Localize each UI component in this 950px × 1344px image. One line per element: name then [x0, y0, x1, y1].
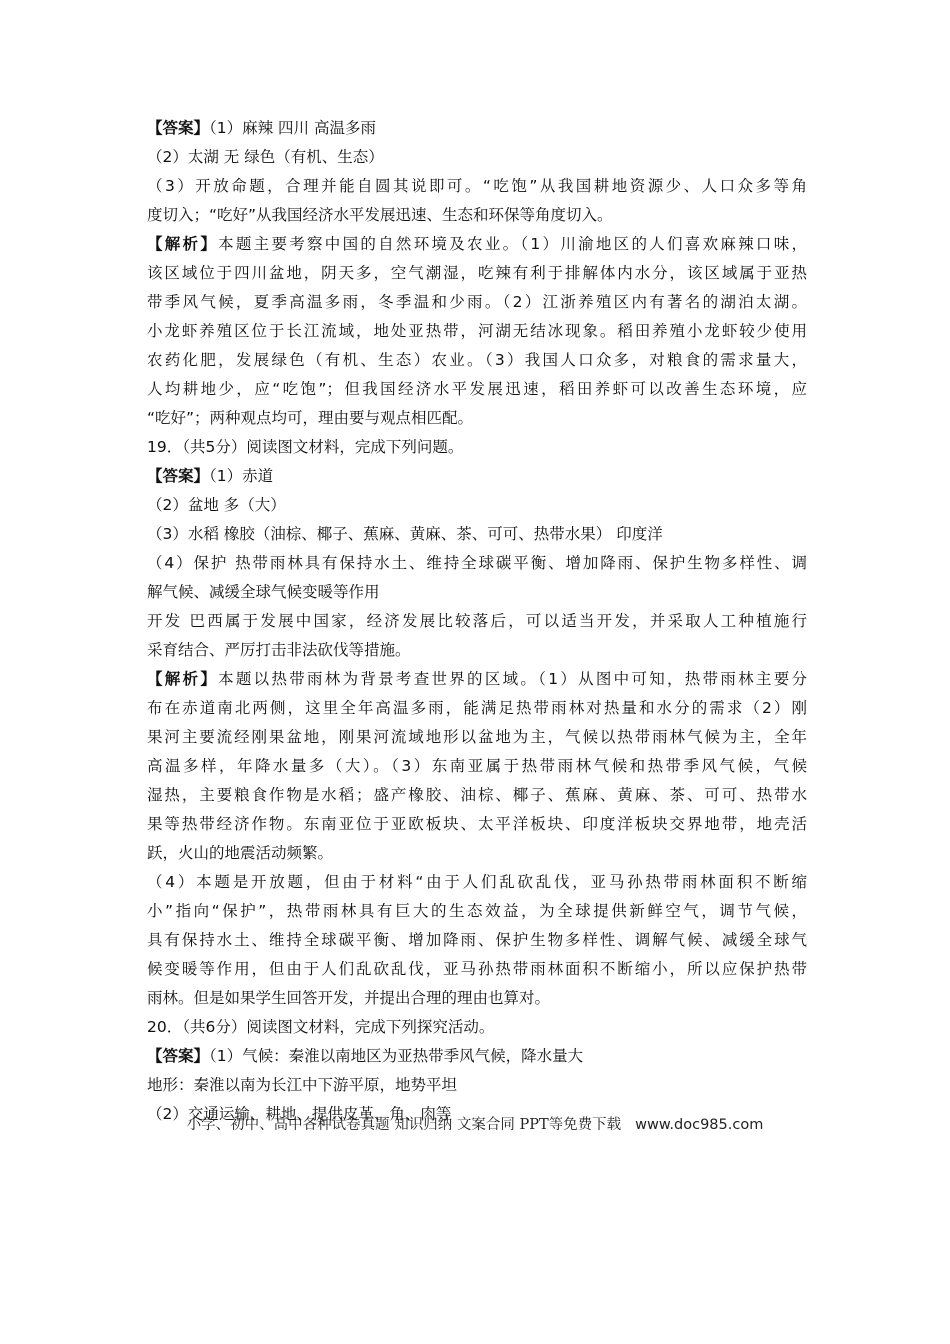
line-text: 带季风气候，夏季高温多雨，冬季温和少雨。（2）江浙养殖区内有著名的湖泊太湖。	[147, 293, 807, 311]
text-line	[147, 172, 807, 201]
text-line	[147, 346, 807, 375]
line-text: 候变暖等作用，但由于人们乱砍乱伐，亚马孙热带雨林面积不断缩小，所以应保护热带	[147, 960, 807, 978]
line-text: 小”指向“保护”，热带雨林具有巨大的生态效益，为全球提供新鲜空气，调节气候，	[147, 902, 807, 920]
text-line	[147, 491, 807, 520]
text-line	[147, 578, 807, 607]
line-text: （1）赤道	[209, 467, 274, 485]
line-text: 本题以热带雨林为背景考查世界的区域。（1）从图中可知，热带雨林主要分	[218, 670, 807, 688]
text-line	[147, 1042, 807, 1071]
line-text: 该区域位于四川盆地，阴天多，空气潮湿，吃辣有利于排解体内水分，该区域属于亚热	[147, 264, 807, 282]
text-line	[147, 1013, 807, 1042]
section-label: 【答案】	[147, 1047, 210, 1065]
text-line	[147, 984, 807, 1013]
line-text: （4）本题是开放题，但由于材料“由于人们乱砍乱伐，亚马孙热带雨林面积不断缩	[147, 873, 807, 891]
section-label: 【答案】	[147, 467, 210, 485]
text-line	[147, 810, 807, 839]
line-text: （4）保护 热带雨林具有保持水土、维持全球碳平衡、增加降雨、保护生物多样性、调	[147, 554, 807, 572]
line-text: 小龙虾养殖区位于长江流域，地处亚热带，河湖无结冰现象。稻田养殖小龙虾较少使用	[147, 322, 807, 340]
text-line	[147, 462, 807, 491]
line-text: （2）交通运输、耕地、提供皮革、角、肉等	[147, 1105, 452, 1123]
line-text: （2）盆地 多（大）	[147, 496, 286, 514]
text-line	[147, 114, 807, 143]
text-line	[147, 230, 807, 259]
section-label: 【答案】	[147, 119, 210, 137]
line-text: “吃好”；两种观点均可，理由要与观点相匹配。	[147, 409, 474, 427]
text-line	[147, 781, 807, 810]
text-line	[147, 752, 807, 781]
line-text: 地形：秦淮以南为长江中下游平原，地势平坦	[147, 1076, 458, 1094]
page-footer	[0, 1113, 950, 1134]
text-line	[147, 317, 807, 346]
line-text: （1）麻辣 四川 高温多雨	[209, 119, 376, 137]
text-line	[147, 433, 807, 462]
line-text: 20．（共6分）阅读图文材料，完成下列探究活动。	[147, 1018, 495, 1036]
text-line	[147, 665, 807, 694]
text-line	[147, 839, 807, 868]
text-line	[147, 868, 807, 897]
line-text: （2）太湖 无 绿色（有机、生态）	[147, 148, 384, 166]
line-text: 度切入；“吃好”从我国经济水平发展迅速、生态和环保等角度切入。	[147, 206, 613, 224]
line-text: 高温多样，年降水量多（大）。（3）东南亚属于热带雨林气候和热带季风气候，气候	[147, 757, 807, 775]
section-label: 【解析】	[147, 235, 219, 253]
text-line	[147, 404, 807, 433]
text-line	[147, 201, 807, 230]
text-line	[147, 1071, 807, 1100]
footer-url: www.doc985.com	[635, 1117, 764, 1133]
line-text: 开发 巴西属于发展中国家，经济发展比较落后，可以适当开发，并采取人工种植施行	[147, 612, 807, 630]
line-text: 果河主要流经刚果盆地，刚果河流域地形以盆地为主，气候以热带雨林气候为主，全年	[147, 728, 807, 746]
line-text: 跃，火山的地震活动频繁。	[147, 844, 334, 862]
line-text: 布在赤道南北两侧，这里全年高温多雨，能满足热带雨林对热量和水分的需求（2）刚	[147, 699, 807, 717]
text-line	[147, 897, 807, 926]
footer-text: 小学、初中、高中各种试卷真题 知识归纳 文案合同 PPT等免费下载	[186, 1117, 622, 1133]
line-text: 采育结合、严厉打击非法砍伐等措施。	[147, 641, 411, 659]
text-line	[147, 694, 807, 723]
text-line	[147, 723, 807, 752]
line-text: 解气候、减缓全球气候变暖等作用	[147, 583, 380, 601]
line-text: 农药化肥，发展绿色（有机、生态）农业。（3）我国人口众多，对粮食的需求量大，	[147, 351, 807, 369]
text-line	[147, 607, 807, 636]
document-body	[147, 114, 807, 1129]
text-line	[147, 259, 807, 288]
line-text: 果等热带经济作物。东南亚位于亚欧板块、太平洋板块、印度洋板块交界地带，地壳活	[147, 815, 807, 833]
text-line	[147, 955, 807, 984]
text-line	[147, 549, 807, 578]
line-text: （1）气候：秦淮以南地区为亚热带季风气候，降水量大	[209, 1047, 584, 1065]
text-line	[147, 636, 807, 665]
text-line	[147, 143, 807, 172]
line-text: 19．（共5分）阅读图文材料，完成下列问题。	[147, 438, 464, 456]
text-line	[147, 520, 807, 549]
text-line	[147, 375, 807, 404]
line-text: 本题主要考察中国的自然环境及农业。（1）川渝地区的人们喜欢麻辣口味，	[218, 235, 807, 253]
line-text: 人均耕地少，应“吃饱”；但我国经济水平发展迅速，稻田养虾可以改善生态环境，应	[147, 380, 807, 398]
text-line	[147, 926, 807, 955]
line-text: 雨林。但是如果学生回答开发，并提出合理的理由也算对。	[147, 989, 551, 1007]
line-text: （3）水稻 橡胶（油棕、椰子、蕉麻、黄麻、茶、可可、热带水果） 印度洋	[147, 525, 663, 543]
line-text: 具有保持水土、维持全球碳平衡、增加降雨、保护生物多样性、调解气候、减缓全球气	[147, 931, 807, 949]
line-text: （3）开放命题，合理并能自圆其说即可。“吃饱”从我国耕地资源少、人口众多等角	[147, 177, 807, 195]
line-text: 湿热，主要粮食作物是水稻；盛产橡胶、油棕、椰子、蕉麻、黄麻、茶、可可、热带水	[147, 786, 807, 804]
text-line	[147, 288, 807, 317]
section-label: 【解析】	[147, 670, 219, 688]
